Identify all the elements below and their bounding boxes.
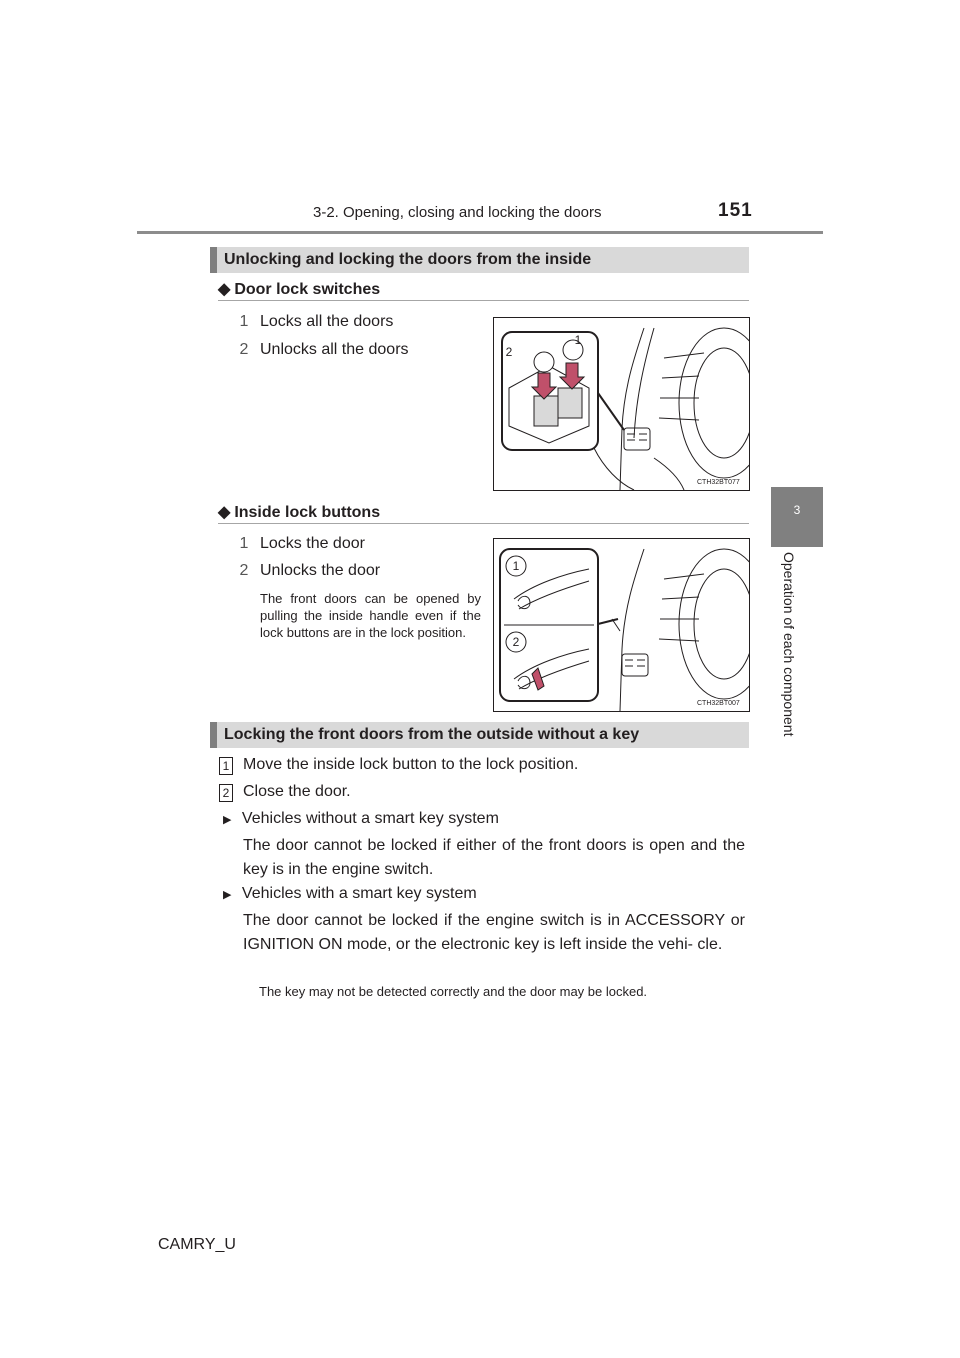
item-number: 1 [239, 535, 249, 552]
header-section-title: 3-2. Opening, closing and locking the doors [313, 204, 602, 221]
item-text: Locks all the doors [260, 313, 394, 330]
section-heading-inside [210, 247, 749, 273]
inside-lock-button-illustration [493, 538, 750, 712]
step-number: 2 [219, 784, 233, 802]
condition-smart-key-text: The door cannot be locked if the engine switch is in ACCESSORY or IGNITION ON mode, or the electronic key is left inside the vehi- cle. [243, 912, 745, 953]
condition-smart-key: ▶ Vehicles with a smart key system [223, 885, 477, 902]
arrow-bullet-icon: ▶ [223, 814, 232, 826]
inside-lock-note: The front doors can be opened by pulling the inside handle even if the lock buttons are in the lock position. [260, 591, 481, 640]
item-number: 1 [239, 313, 249, 330]
diamond-bullet-icon: ◆ [218, 281, 231, 298]
section-title: Unlocking and locking the doors from the inside [224, 251, 592, 268]
subheading-divider [218, 300, 749, 301]
callout-number: 2 [512, 635, 520, 649]
door-lock-switch-illustration [493, 317, 750, 491]
section-heading-outside [210, 722, 749, 748]
item-text: Locks the door [260, 535, 365, 552]
header-divider [137, 231, 823, 234]
callout-number: 1 [574, 333, 582, 347]
item-text: Unlocks the door [260, 562, 381, 579]
step-text: Close the door. [243, 783, 351, 800]
diamond-bullet-icon: ◆ [218, 504, 231, 521]
subheading-door-lock-switches: ◆ Door lock switches [218, 281, 381, 298]
condition-no-smart-key: ▶ Vehicles without a smart key system [223, 810, 499, 827]
item-number: 2 [239, 341, 249, 358]
step-number: 1 [219, 757, 233, 775]
chapter-number: 3 [793, 503, 801, 517]
callout-number: 2 [505, 345, 513, 359]
item-text: Unlocks all the doors [260, 341, 409, 358]
callout-number: 1 [512, 559, 520, 573]
arrow-bullet-icon: ▶ [223, 889, 232, 901]
door-lock-switch-drawing [494, 318, 749, 490]
subheading-inside-lock-buttons: ◆ Inside lock buttons [218, 504, 381, 521]
step-text: Move the inside lock button to the lock position. [243, 756, 579, 773]
figure-code: CTH32BT007 [697, 700, 740, 707]
smart-key-note: The key may not be detected correctly and the door may be locked. [259, 984, 648, 999]
chapter-tab [771, 487, 823, 547]
section-title: Locking the front doors from the outside without a key [224, 726, 640, 743]
subheading-divider [218, 523, 749, 524]
inside-lock-button-drawing [494, 539, 749, 711]
figure-code: CTH32BT077 [697, 479, 740, 486]
condition-no-smart-key-text: The door cannot be locked if either of the front doors is open and the key is in the engine switch. [243, 837, 745, 878]
chapter-title: Operation of each component [781, 552, 797, 737]
item-number: 2 [239, 562, 249, 579]
page-number: 151 [718, 200, 753, 221]
footer-model: CAMRY_U [158, 1236, 236, 1253]
